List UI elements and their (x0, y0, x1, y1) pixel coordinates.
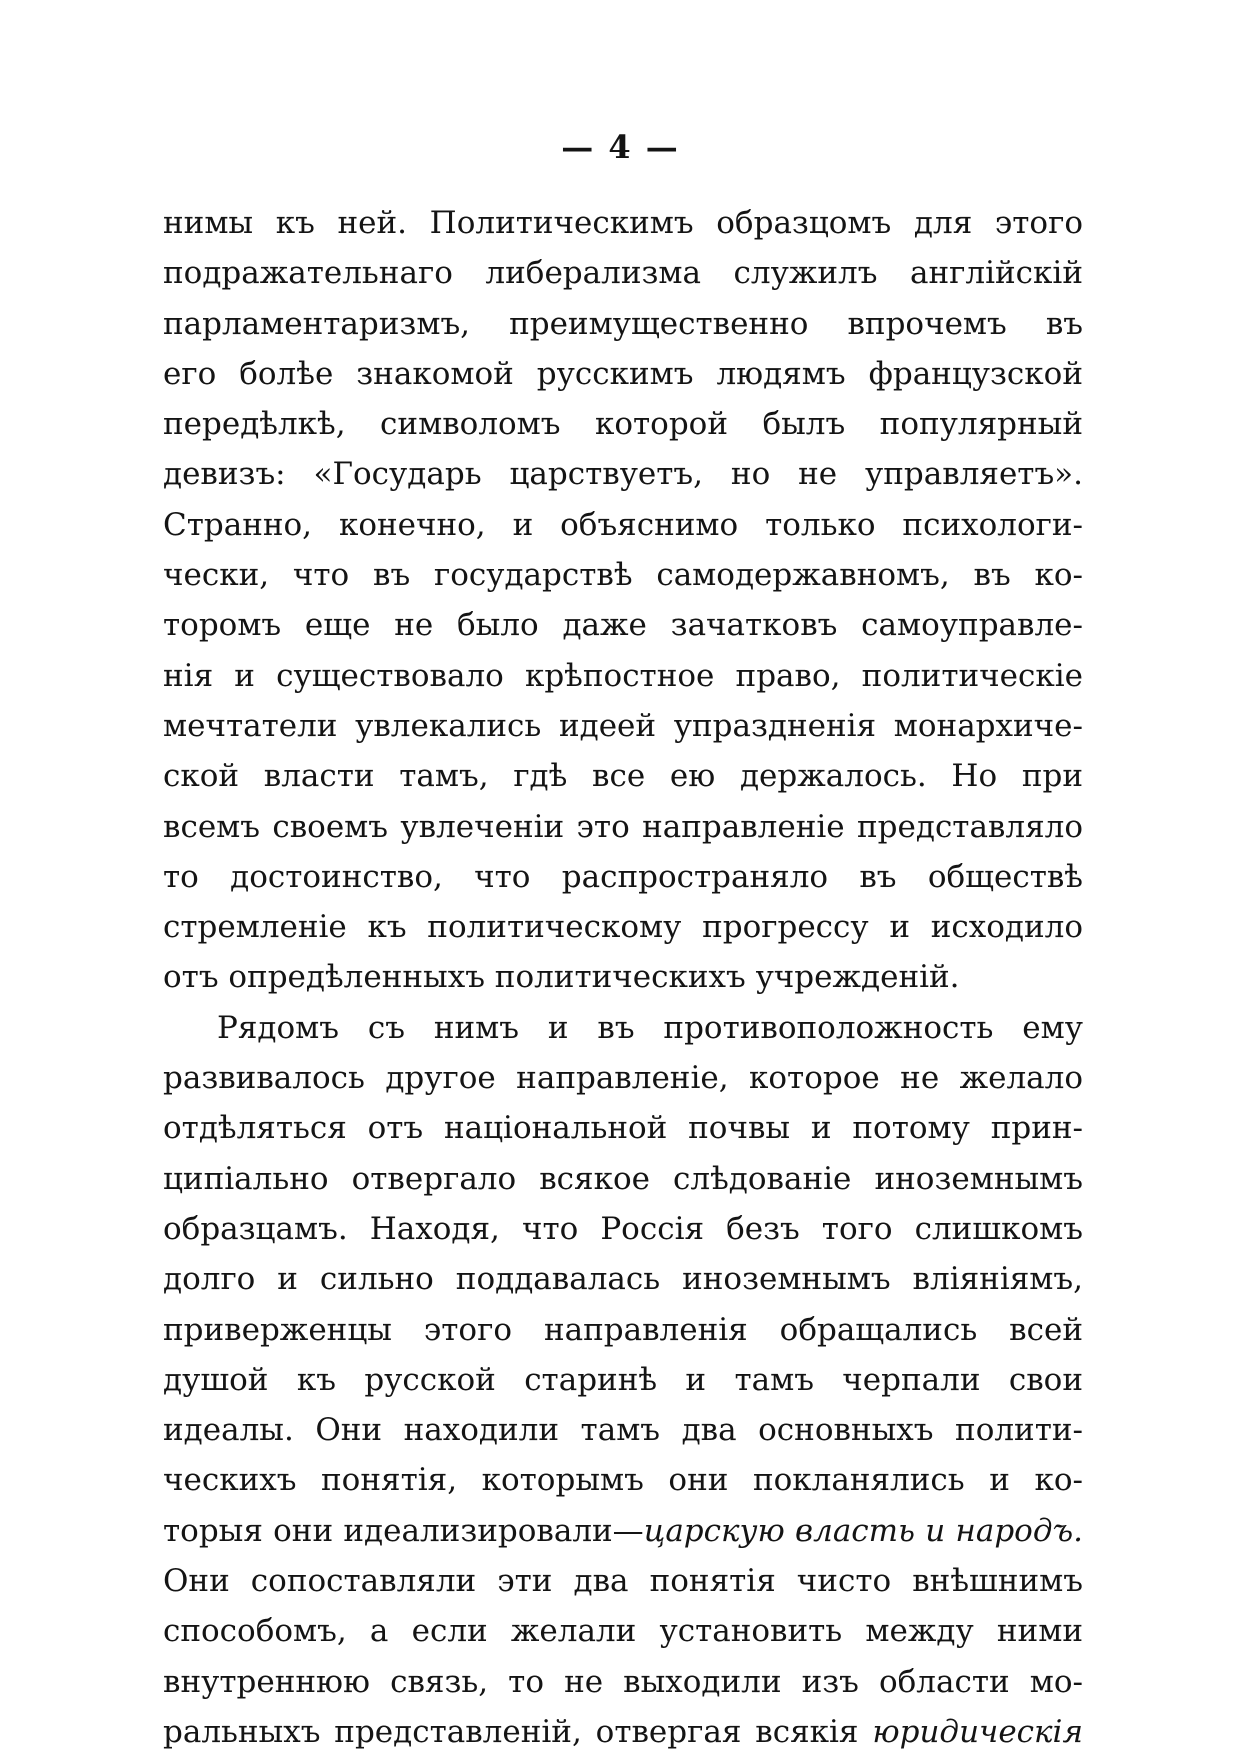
text-line: нимы къ ней. Политическимъ образцомъ для этого (163, 205, 1083, 241)
text-line: ческихъ понятія, которымъ они покланялись и ко- (163, 1462, 1083, 1499)
text-line: его болѣе знакомой русскимъ людямъ французской (163, 355, 1083, 392)
page-number: — 4 — (561, 128, 680, 166)
text-body (163, 198, 1083, 1757)
text-line: Они сопоставляли эти два понятія чисто внѣшнимъ (163, 1563, 1083, 1600)
text-run: торыя они идеализировали— (163, 1512, 644, 1549)
text-line: чески, что въ государствѣ самодержавномъ, въ ко- (163, 557, 1083, 594)
emphasized-phrase: юридическія (872, 1713, 1083, 1750)
text-line: отъ опредѣленныхъ политическихъ учрежденій. (163, 959, 960, 996)
text-line: передѣлкѣ, символомъ которой былъ популярный (163, 406, 1083, 443)
paragraph-start-line: Рядомъ съ нимъ и въ противоположность ему (217, 1009, 1083, 1046)
text-line: способомъ, а если желали установить между ними (163, 1613, 1083, 1650)
text-line: душой къ русской старинѣ и тамъ черпали свои (163, 1361, 1083, 1398)
text-line: подражательнаго либерализма служилъ англійскій (163, 255, 1083, 292)
text-line: всемъ своемъ увлеченіи это направленіе представляло (163, 808, 1083, 845)
text-line: идеалы. Они находили тамъ два основныхъ полити- (163, 1412, 1083, 1449)
text-line: ципіально отвергало всякое слѣдованіе иноземнымъ (163, 1160, 1083, 1197)
text-line: девизъ: «Государь царствуетъ, но не управляетъ». (163, 456, 1083, 493)
text-run: ральныхъ представленій, отвергая всякія (163, 1713, 873, 1750)
text-line: образцамъ. Находя, что Россія безъ того слишкомъ (163, 1210, 1083, 1247)
text-line: стремленіе къ политическому прогрессу и исходило (163, 909, 1083, 946)
text-line: Странно, конечно, и объяснимо только психологи- (163, 506, 1083, 543)
text-line: нія и существовало крѣпостное право, политическіе (163, 657, 1083, 694)
text-line: развивалось другое направленіе, которое не желало (163, 1060, 1083, 1097)
text-line: приверженцы этого направленія обращались всей (163, 1311, 1083, 1348)
text-line: долго и сильно поддавалась иноземнымъ вліяніямъ, (163, 1261, 1083, 1298)
text-line: торомъ еще не было даже зачатковъ самоуправле- (163, 607, 1083, 644)
text-line: то достоинство, что распространяло въ обществѣ (163, 858, 1083, 895)
emphasized-phrase: царскую власть и народъ. (643, 1512, 1083, 1549)
text-line-with-emphasis (163, 1707, 1083, 1757)
text-line: мечтатели увлекались идеей упраздненія монархиче- (163, 707, 1083, 744)
text-line: внутреннюю связь, то не выходили изъ области мо- (163, 1663, 1083, 1700)
text-line: парламентаризмъ, преимущественно впрочемъ въ (163, 305, 1083, 342)
text-line: отдѣляться отъ національной почвы и потому прин- (163, 1110, 1083, 1147)
text-line: ской власти тамъ, гдѣ все ею держалось. Но при (163, 758, 1083, 795)
text-line-with-emphasis (163, 1506, 1083, 1556)
